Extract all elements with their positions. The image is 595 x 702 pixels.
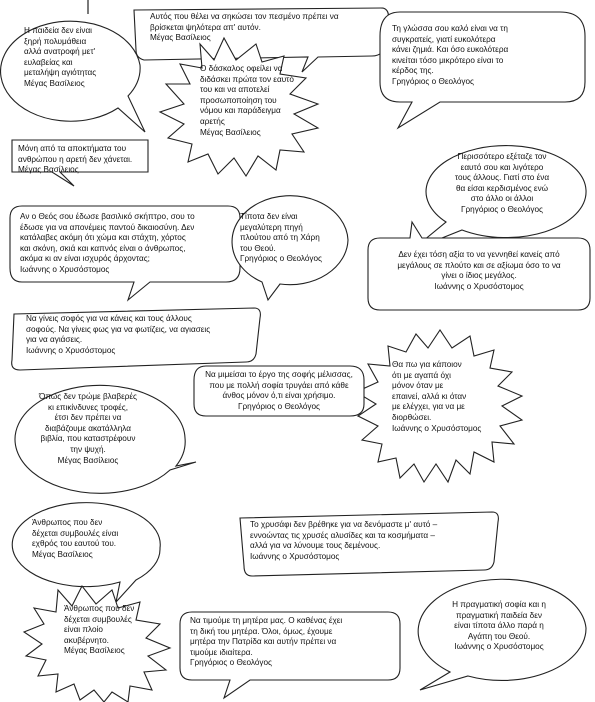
quote-line: γίνει ο ίδιος μεγάλος.: [441, 271, 517, 281]
quote-line: Η παιδεία δεν είναι: [24, 26, 92, 35]
quote-line: έδωσε για να απονέμεις παντού δικαιοσύνη. Δεν: [20, 222, 195, 232]
quote-line: την ψυχή.: [70, 444, 106, 454]
quote-line: Να μιμείσαι το έργο της σοφής μέλισσας,: [205, 370, 353, 379]
quote-line: κατάλαβες ακόμη ότι χώμα και στάχτη, χόρτος: [20, 233, 186, 243]
quote-2: [150, 12, 382, 44]
quote-line: πλούτου από τη Χάρη: [240, 233, 320, 243]
quote-1: [24, 26, 136, 90]
quote-author: Γρηγόριος ο Θεολόγος: [240, 254, 322, 264]
quote-line: ακυβέρνητο.: [64, 635, 109, 645]
quote-line: μεγάλους σε πλούτο και σε αξίωμα όσο το να: [397, 260, 561, 270]
quote-line: ξηρή πολυμάθεια: [24, 36, 87, 46]
quote-line: Τη γλώσσα σου καλό είναι να τη: [392, 24, 508, 33]
quote-line: προσωποποίηση του: [200, 95, 277, 105]
quote-line: έτσι δεν πρέπει να: [54, 413, 122, 423]
quote-line: μόνον όταν με: [392, 381, 444, 391]
quote-line: δέχεται συμβουλές είναι: [32, 528, 119, 538]
quote-line: συγκρατείς, γιατί ευκολότερα: [392, 34, 496, 44]
quote-line: του και να αποτελεί: [200, 85, 270, 95]
quote-line: Μόνη από τα αποκτήματα του: [18, 144, 127, 153]
quote-author: Μέγας Βασίλειος: [32, 549, 93, 559]
quote-line: για να αγιάσεις.: [26, 335, 83, 345]
quote-line: ακόμα κι αν είναι ισχυρός άρχοντας;: [20, 254, 150, 264]
quote-author: Μέγας Βασίλειος: [64, 646, 125, 656]
quote-line: που με πολλή σοφία τρυγάει από κάθε: [209, 380, 349, 390]
quote-author: Ιωάννης ο Χρυσόστομος: [26, 345, 116, 355]
quote-line: ανθρώπου η αρετή δεν χάνεται.: [18, 154, 133, 164]
quote-line: είναι τίποτα άλλο παρά η: [454, 621, 544, 631]
quote-line: Περισσότερο εξέταζε τον: [457, 152, 547, 161]
quote-line: μητέρα την Πατρίδα και αυτήν πρέπει να: [190, 637, 337, 647]
quote-line: εννοώντας τις χρυσές αλυσίδες και τα κοσμήματα –: [250, 530, 435, 540]
quote-author: Μέγας Βασίλειος: [150, 33, 211, 43]
quote-line: και σκόνη, σκιά και καπνός είναι ο άνθρωπος,: [20, 243, 186, 253]
quote-line: κάνει ζημιά. Και όσο ευκολότερα: [392, 45, 509, 55]
quote-author: Ιωάννης ο Χρυσόστομος: [434, 281, 524, 291]
quote-author: Γρηγόριος ο Θεολόγος: [392, 76, 474, 86]
quote-line: στο άλλο οι άλλοι: [470, 194, 534, 204]
quote-line: με ελέγχει, για να με: [392, 402, 465, 412]
quote-line: του Θεού.: [240, 243, 276, 253]
quote-line: Άνθρωπος που δεν: [32, 518, 103, 527]
quote-author: Γρηγόριος ο Θεολόγος: [190, 658, 272, 668]
quote-12: [196, 370, 362, 412]
quote-line: τη δική του μητέρα. Όλοι, όμως, έχουμε: [190, 626, 333, 636]
quote-10: [26, 314, 256, 356]
quote-line: εαυτό σου και λιγότερο: [460, 162, 544, 172]
quote-line: Άνθρωπος που δεν: [64, 604, 135, 613]
quote-line: Τίποτα δεν είναι: [240, 212, 298, 221]
quote-line: διδάσκει πρώτα τον εαυτό: [200, 74, 294, 84]
quote-line: αλλά ανατροφή μετ': [24, 47, 96, 57]
quote-line: Η πραγματική σοφία και η: [452, 600, 546, 609]
quote-line: κινείται τόσο μικρότερο είναι το: [392, 55, 504, 65]
quote-line: σοφούς. Να γίνεις φως για να φωτίζεις, να αγιασεις: [26, 324, 211, 334]
quote-17: [190, 616, 396, 669]
quote-line: αλλά για να λύνουμε τους δεμένους.: [250, 541, 381, 551]
quote-line: μεταλήψη αγιότητας: [24, 68, 97, 78]
quote-line: μεγαλύτερη πηγή: [240, 222, 303, 232]
quote-line: διορθώσει.: [392, 412, 432, 422]
quote-line: δέχεται συμβουλές: [64, 614, 132, 624]
quote-line: Δεν έχει τόση αξία το να γεννηθεί κανείς από: [398, 250, 560, 259]
quote-11: [392, 360, 492, 434]
quote-line: άνθος μόνον ό,τι είναι χρήσιμο.: [222, 391, 336, 401]
quote-author: Ιωάννης ο Χρυσόστομος: [20, 264, 110, 274]
quote-author: Γρηγόριος ο Θεολόγος: [461, 204, 543, 214]
quote-16: [64, 604, 154, 657]
quote-author: Μέγας Βασίλειος: [200, 127, 261, 137]
quote-line: νόμου και παράδειγμα: [200, 106, 281, 116]
quote-3: [200, 64, 304, 138]
quote-7: [20, 212, 240, 276]
quote-8: [240, 212, 344, 265]
quote-line: κι επικίνδυνες τροφές,: [48, 402, 128, 412]
quote-author: Μέγας Βασίλειος: [18, 165, 79, 175]
quote-9: [370, 250, 588, 292]
quote-author: Γρηγόριος ο Θεολόγος: [238, 401, 320, 411]
quote-15: [250, 520, 494, 562]
quote-line: ότι με αγαπά όχι: [392, 370, 451, 380]
quote-line: τιμούμε ιδιαίτερα.: [190, 647, 253, 657]
quote-line: βιβλία, που καταστρέφουν: [40, 434, 136, 444]
quote-author: Μέγας Βασίλειος: [24, 78, 85, 88]
quote-line: βρίσκεται ψηλότερα απ' αυτόν.: [150, 22, 261, 32]
quote-line: διαβάζουμε ακατάλληλα: [44, 423, 132, 433]
quote-line: Να τιμούμε τη μητέρα μας. Ο καθένας έχει: [190, 616, 343, 625]
quote-5: [18, 144, 148, 176]
quote-line: Θα πω για κάποιον: [392, 360, 462, 369]
quote-line: θα είσαι κερδισμένος ενώ: [455, 183, 549, 193]
quote-line: Ο δάσκαλος οφείλει να: [200, 64, 283, 73]
quote-18: [430, 600, 568, 653]
quote-line: τους άλλους. Γιατί στο ένα: [454, 173, 550, 183]
quote-author: Ιωάννης ο Χρυσόστομος: [454, 642, 544, 652]
quote-line: επαινεί, αλλά κι όταν: [392, 391, 467, 401]
quote-line: Αυτός που θέλει να σηκώσει τον πεσμένο πρέπει να: [150, 12, 339, 21]
quote-line: Αν ο Θεός σου έδωσε βασιλικό σκήπτρο, σου το: [20, 212, 195, 221]
quote-line: πραγματική παιδεία δεν: [456, 610, 542, 620]
quote-line: κέρδος της.: [392, 66, 434, 76]
quote-line: είναι πλοίο: [64, 625, 103, 635]
quote-line: Αγάπη του Θεού.: [467, 631, 531, 641]
quote-line: ευλαβείας και: [24, 57, 73, 67]
quote-13: [22, 392, 154, 466]
quote-line: Το χρυσάφι δεν βρέθηκε για να δενόμαστε μ' αυτό –: [250, 520, 438, 529]
quote-4: [392, 24, 582, 88]
quote-line: Όπως δεν τρώμε βλαβερές: [38, 392, 137, 401]
quote-14: [32, 518, 158, 560]
quote-author: Μέγας Βασίλειος: [57, 455, 119, 465]
quote-author: Ιωάννης ο Χρυσόστομος: [392, 423, 482, 433]
quote-line: αρετής: [200, 116, 225, 126]
quote-author: Ιωάννης ο Χρυσόστομος: [250, 551, 340, 561]
quote-line: Να γίνεις σοφός για να κάνεις και τους άλλους: [26, 314, 192, 323]
quote-6: [436, 152, 568, 216]
quote-line: εχθρός του εαυτού του.: [32, 539, 117, 549]
